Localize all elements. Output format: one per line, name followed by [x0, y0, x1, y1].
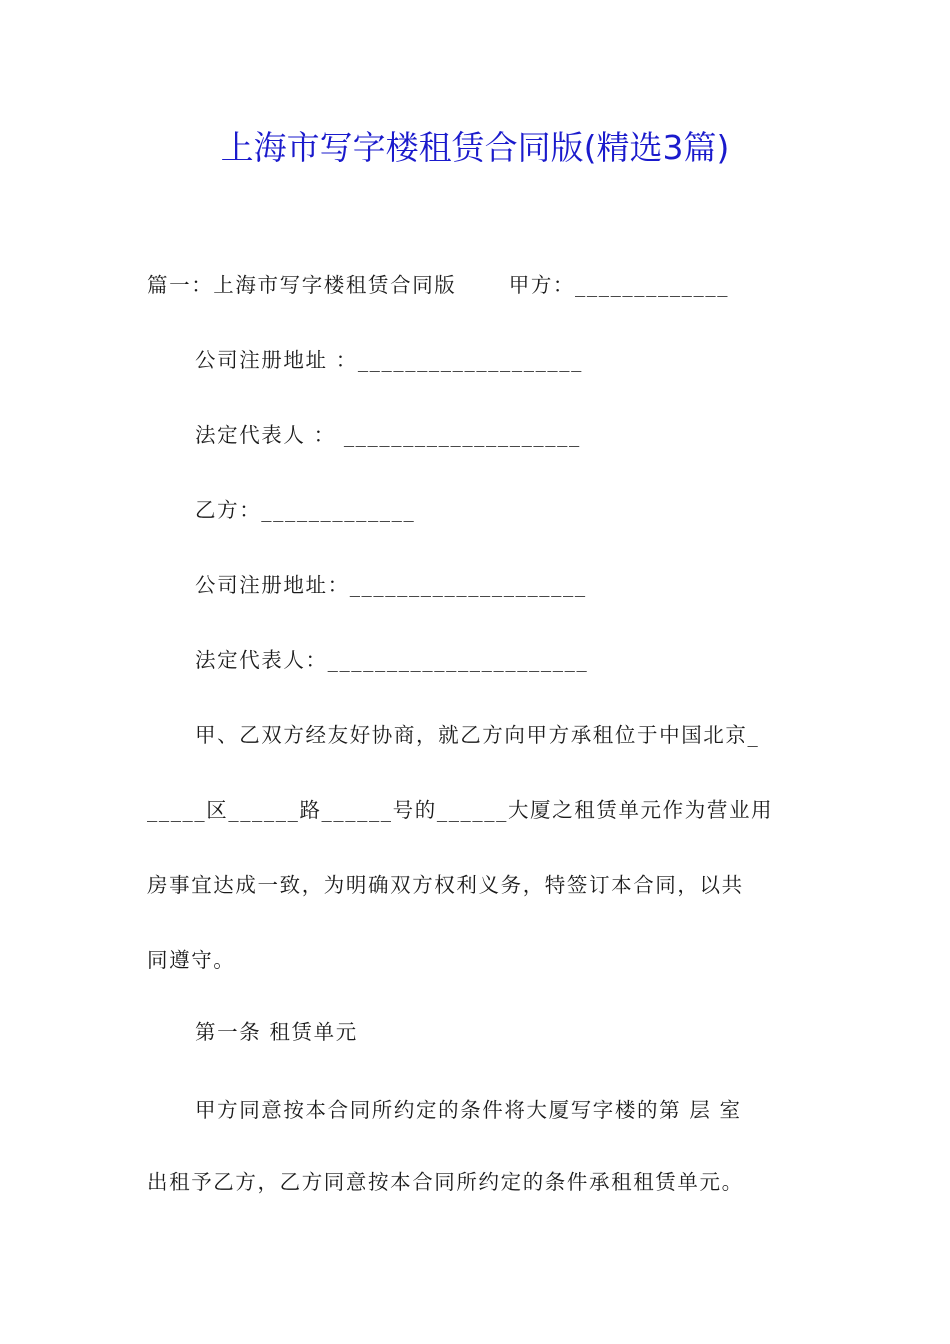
body-paragraph-line: 甲、乙双方经友好协商，就乙方向甲方承租位于中国北京_: [195, 723, 760, 747]
document-title: 上海市写字楼租赁合同版(精选3篇): [220, 128, 730, 167]
party-b-address-line: 公司注册地址：____________________: [195, 573, 587, 597]
party-b-line: 乙方：_____________: [195, 498, 416, 522]
body-paragraph-line: _____区______路______号的______大厦之租赁单元作为营业用: [147, 798, 774, 822]
section-heading-party-a: 篇一：上海市写字楼租赁合同版 甲方：_____________: [147, 273, 730, 297]
party-b-representative-line: 法定代表人：______________________: [195, 648, 589, 672]
body-paragraph-line: 同遵守。: [147, 948, 236, 972]
article-paragraph-line: 甲方同意按本合同所约定的条件将大厦写字楼的第 层 室: [195, 1098, 742, 1122]
body-paragraph-line: 房事宜达成一致，为明确双方权利义务，特签订本合同，以共: [147, 873, 744, 897]
party-a-address-line: 公司注册地址 ：___________________: [195, 348, 583, 372]
party-a-representative-line: 法定代表人 ： ____________________: [195, 423, 581, 447]
article-paragraph-line: 出租予乙方，乙方同意按本合同所约定的条件承租租赁单元。: [147, 1170, 744, 1194]
article-heading: 第一条 租赁单元: [195, 1020, 358, 1044]
